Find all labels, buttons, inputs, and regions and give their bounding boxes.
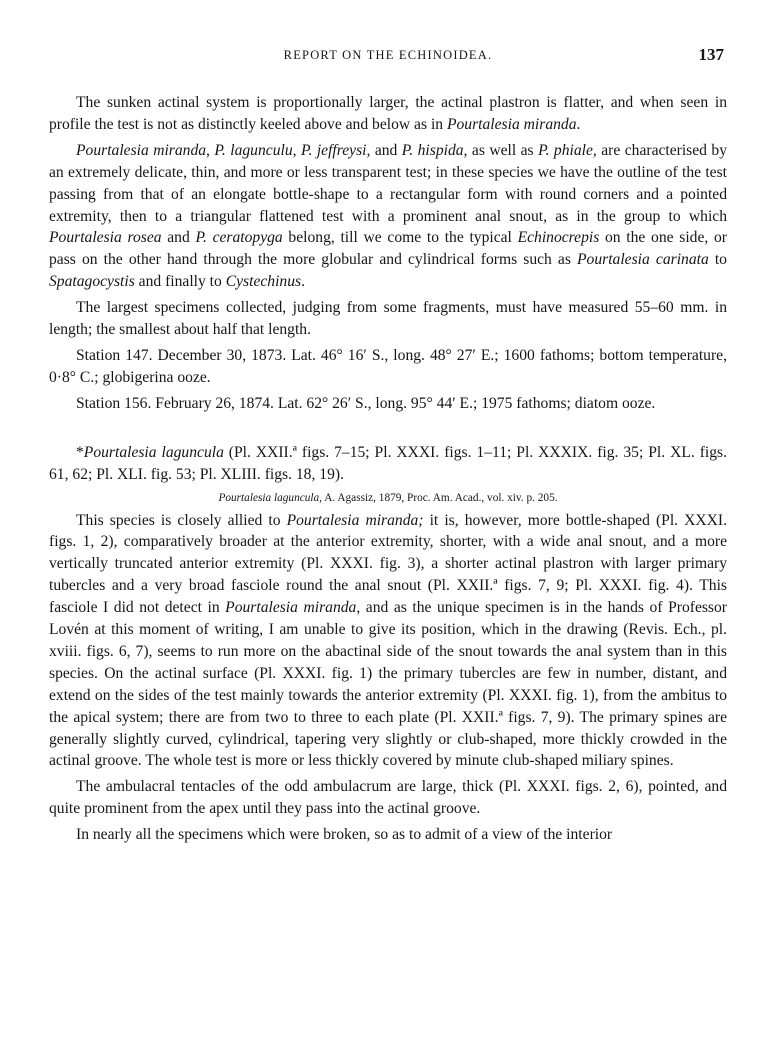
running-head: REPORT ON THE ECHINOIDEA. bbox=[283, 48, 493, 62]
italic-taxon: Pourtalesia rosea bbox=[49, 229, 162, 247]
paragraph-actinal-system bbox=[49, 92, 727, 136]
italic-taxon: Pourtalesia miranda bbox=[446, 115, 577, 133]
italic-taxon: Pourtalesia carinata bbox=[577, 251, 709, 269]
page-number: 137 bbox=[698, 45, 724, 64]
paragraph-species-comparison bbox=[49, 140, 727, 293]
text-run: , and as the unique specimen is in the hands of Professor Lovén at this moment of writing, I am unable to give its position, which in the drawing (Revis. Ech., pl. xviii. figs. 6, 7), seems to run more on the abactinal side of the snout towards the anal system than in this species. On the actinal surface (Pl. XXXI. fig. 1) the primary tubercles are few in number, distant, and extend on the sides of the test mainly towards the anterior extremity (Pl. XXXI. fig. 1), from the ambitus to the apical system; there are from two to three to each plate (Pl. XXII.ª figs. 7, 9). The primary spines are generally slightly curved, cylindrical, tapering very slightly or club-shaped, more thickly crowded in the actinal groove. The whole test is more or less thickly covered by minute club-shaped miliary spines. bbox=[49, 599, 727, 770]
page-body bbox=[49, 92, 727, 850]
text-run: to bbox=[708, 251, 727, 269]
text-run: and finally to bbox=[134, 273, 226, 291]
italic-taxon: Pourtalesia laguncula bbox=[83, 443, 224, 461]
paragraph-station-147: Station 147. December 30, 1873. Lat. 46° 16′ S., long. 48° 27′ E.; 1600 fathoms; bottom temperature, 0·8° C.; globigerina ooze. bbox=[49, 346, 727, 386]
species-heading bbox=[49, 442, 727, 486]
citation-text: , A. Agassiz, 1879, Proc. Am. Acad., vol. xiv. p. 205. bbox=[319, 491, 558, 504]
page-header bbox=[52, 45, 724, 70]
italic-taxon: Pourtalesia laguncula bbox=[218, 491, 320, 504]
italic-taxon: Pourtalesia miranda; bbox=[286, 511, 424, 529]
text-run: This species is closely allied to bbox=[76, 511, 287, 529]
text-run: . bbox=[301, 273, 305, 291]
italic-taxon: Pourtalesia miranda, P. lagunculu, P. jeffreysi, bbox=[76, 141, 371, 159]
text-run: The sunken actinal system is proportionally larger, the actinal plastron is flatter, and when seen in profile the test is not as distinctly keeled above and below as in bbox=[49, 94, 727, 133]
italic-taxon: P. hispida, bbox=[401, 141, 468, 159]
paragraph-specimen-size: The largest specimens collected, judging from some fragments, must have measured 55–60 mm. in length; the smallest about half that length. bbox=[49, 299, 727, 339]
text-run: as well as bbox=[467, 141, 539, 159]
text-run: it is, however, more bottle-shaped (Pl. XXXI. figs. 1, 2), comparatively broader at the anterior extremity, shorter, with a wide anal snout, and a more vertically truncated anterior extremity (Pl. XXXI. fig. 3), a shorter actinal plastron with larger primary tubercles and a very broad fasciole round the anal snout (Pl. XXII.ª figs. 7, 9; Pl. XXXI. fig. 4). This fasciole I did not detect in bbox=[49, 511, 728, 617]
species-citation bbox=[49, 490, 727, 506]
text-run: belong, till we come to the typical bbox=[282, 229, 518, 247]
italic-taxon: Pourtalesia miranda bbox=[225, 599, 357, 617]
footnote-asterisk: * bbox=[76, 443, 84, 461]
paragraph-broken-specimens: In nearly all the specimens which were broken, so as to admit of a view of the interior bbox=[76, 826, 613, 844]
text-run: are characterised by an extremely delicate, thin, and more or less transparent test; in these species we have the outline of the test passing from that of an elongate bottle-shape to a rectangular form with round corners and a pointed extremity, then to a triangular flattened test with a prominent anal snout, as in the group to which bbox=[49, 141, 728, 225]
italic-taxon: P. ceratopyga bbox=[195, 229, 283, 247]
text-run: . bbox=[576, 115, 581, 133]
italic-taxon: Echinocrepis bbox=[517, 229, 600, 247]
text-run: and bbox=[161, 229, 196, 247]
text-run: and bbox=[370, 141, 402, 159]
plate-references: (Pl. XXII.ª figs. 7–15; Pl. XXXI. figs. 1–11; Pl. XXXIX. fig. 35; Pl. XL. figs. 61, 62; Pl. XLI. fig. 53; Pl. XLIII. figs. 18, 19). bbox=[49, 443, 727, 483]
italic-taxon: Cystechinus bbox=[225, 273, 302, 291]
paragraph-station-156: Station 156. February 26, 1874. Lat. 62° 26′ S., long. 95° 44′ E.; 1975 fathoms; diatom ooze. bbox=[76, 394, 656, 412]
paragraph-ambulacral-tentacles: The ambulacral tentacles of the odd ambulacrum are large, thick (Pl. XXXI. figs. 2, 6), pointed, and quite prominent from the apex until they pass into the actinal groove. bbox=[49, 778, 727, 818]
italic-taxon: Spatagocystis bbox=[49, 273, 135, 291]
italic-taxon: P. phiale, bbox=[538, 141, 597, 159]
paragraph-species-description bbox=[49, 510, 727, 773]
species-section bbox=[49, 442, 727, 846]
text-run: on the one side, or pass on the other hand through the more globular and cylindrical forms such as bbox=[49, 229, 727, 269]
